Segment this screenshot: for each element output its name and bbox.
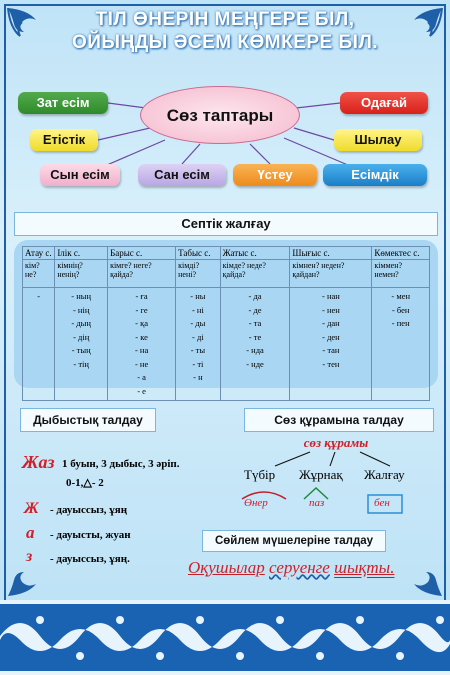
letter-a-desc: - дауысты, жуан <box>50 529 131 541</box>
ornament-bottom-right <box>402 556 444 598</box>
adverbial-word: серуенге <box>269 558 330 577</box>
case-name: Көмектес с. <box>372 247 430 260</box>
morph-label: сөз құрамы <box>303 435 369 450</box>
morph-heading: Сөз құрамына талдау <box>244 408 434 432</box>
title-line-1: ТІЛ ӨНЕРІН МЕҢГЕРЕ БІЛ, <box>95 9 355 30</box>
ending: - де <box>248 304 262 315</box>
ornamental-border <box>0 600 450 675</box>
ending: - дің <box>73 331 90 342</box>
case-endings <box>220 288 290 401</box>
case-name: Табыс с. <box>176 247 221 260</box>
case-endings <box>372 288 430 401</box>
septik-table <box>22 246 430 401</box>
ending: - ты <box>190 345 206 355</box>
case-question: кімге? неге? қайда? <box>108 260 176 288</box>
letter-z-desc: - дауыссыз, ұяң. <box>50 553 130 565</box>
example-suffix: паз <box>309 497 325 509</box>
phonetic-formula: 0-1,△- 2 <box>66 477 104 489</box>
ending: - н <box>193 372 203 382</box>
ending: - а <box>137 372 146 382</box>
case-name: Ілік с. <box>55 247 108 260</box>
case-question: кімнің? ненің? <box>55 260 108 288</box>
septik-heading: Септік жалғау <box>14 212 438 236</box>
ending: - дан <box>322 318 340 328</box>
parts-of-speech-center: Сөз таптары <box>140 86 300 144</box>
phonetic-heading: Дыбыстық талдау <box>20 408 156 432</box>
case-name: Шығыс с. <box>290 247 372 260</box>
letter-zh: Ж <box>24 500 39 517</box>
ending: - тен <box>322 358 340 369</box>
case-endings <box>55 288 108 401</box>
ending: - бен <box>391 304 410 315</box>
case-endings <box>290 288 372 401</box>
sentence-subject <box>188 558 394 578</box>
ending: - тан <box>322 345 340 355</box>
case-name: Барыс с. <box>108 247 176 260</box>
ending: - ден <box>322 331 340 342</box>
letter-z: з <box>26 548 33 565</box>
case-endings <box>23 288 55 401</box>
case-question: кімнен? неден? қайдан? <box>290 260 372 288</box>
ending: - ке <box>135 331 148 342</box>
ending: - дың <box>71 318 91 328</box>
predicate-word: шықты. <box>334 558 395 577</box>
septik-table-panel <box>14 240 438 396</box>
morph-root: Түбір <box>244 467 276 482</box>
ending: - ті <box>192 358 204 369</box>
example-ending: бен <box>374 497 390 509</box>
case-question: кіммен? немен? <box>372 260 430 288</box>
ending: - қа <box>135 318 149 328</box>
ending: - нде <box>246 358 264 369</box>
ending: - нің <box>72 304 90 315</box>
ending: - е <box>137 385 146 396</box>
ending: - <box>37 291 41 301</box>
ending: - нда <box>246 345 264 355</box>
morph-lines <box>250 440 420 470</box>
case-endings <box>108 288 176 401</box>
pill-esimdik: Есімдік <box>323 164 427 186</box>
ending: - не <box>134 358 149 369</box>
ending: - та <box>248 318 262 328</box>
ending: - тың <box>71 345 91 355</box>
phonetic-word: Жаз <box>22 452 55 472</box>
ending: - ның <box>71 291 92 301</box>
case-name: Атау с. <box>23 247 55 260</box>
ending: - ді <box>192 331 204 342</box>
case-question: кім? не? <box>23 260 55 288</box>
ending: - нан <box>322 291 340 301</box>
pill-etistik: Етістік <box>30 129 98 151</box>
letter-zh-desc: - дауыссыз, ұяң <box>50 504 128 516</box>
pill-san-esim: Сан есім <box>138 164 226 186</box>
case-question: кімді? нені? <box>176 260 221 288</box>
case-question: кімде? неде? қайда? <box>220 260 290 288</box>
ending: - да <box>248 291 262 301</box>
example-root: Өнер <box>244 497 268 509</box>
ending: - те <box>248 331 262 342</box>
pill-odagai: Одағай <box>340 92 428 114</box>
sentence-heading: Сөйлем мүшелеріне талдау <box>202 530 386 552</box>
subject-word: Оқушылар <box>188 558 265 577</box>
letter-a: а <box>26 523 35 542</box>
pill-syn-esim: Сын есім <box>40 164 120 186</box>
pill-ustеu: Үстеу <box>233 164 317 186</box>
pill-shylau: Шылау <box>334 129 422 151</box>
ending: - ды <box>190 318 206 328</box>
ending: - пен <box>391 318 410 328</box>
case-name: Жатыс с. <box>220 247 290 260</box>
title-line-2: ОЙЫҢДЫ ӘСЕМ КӨМКЕРЕ БІЛ. <box>71 32 379 53</box>
ending: - ні <box>191 304 204 315</box>
ending: - тің <box>73 358 89 369</box>
ending: - мен <box>391 291 411 301</box>
ending: - ға <box>135 291 148 301</box>
phonetic-summary: 1 буын, 3 дыбыс, 3 әріп. <box>62 458 180 470</box>
ending: - ге <box>135 304 148 315</box>
case-endings <box>176 288 221 401</box>
morph-ending: Жалғау <box>364 467 405 482</box>
ending: - нен <box>322 304 340 315</box>
morph-suffix: Жұрнақ <box>299 467 343 482</box>
ending: - на <box>134 345 149 355</box>
pill-zat-esim: Зат есім <box>18 92 108 114</box>
ending: - ны <box>190 291 206 301</box>
